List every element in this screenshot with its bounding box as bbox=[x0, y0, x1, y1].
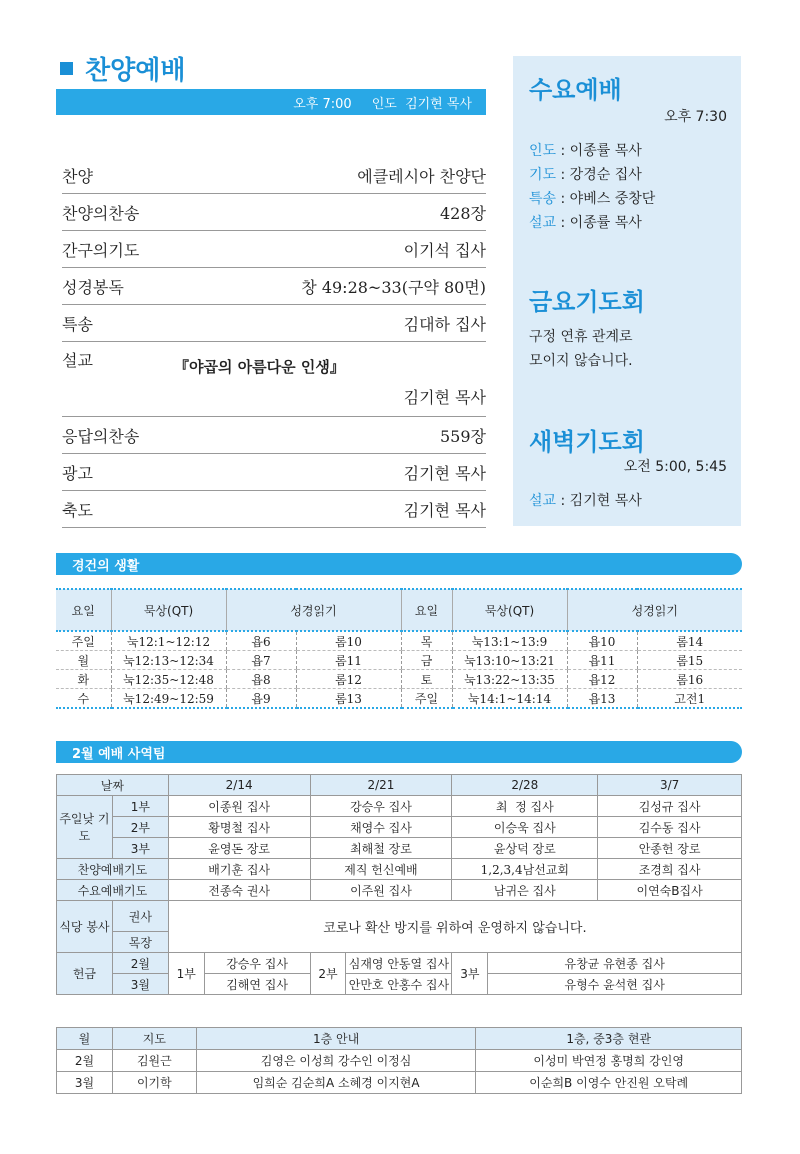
offering-row: 헌금 2월 1부 강승우 집사 2부 심재영 안동열 집사 3부 유창균 유현종 집사 bbox=[57, 953, 742, 974]
wednesday-line: 인도 : 이종률 목사 bbox=[529, 143, 642, 159]
devotion-row: 화 눅12:35~12:48 욥8 롬12 토 눅13:22~13:35 욥12 롬16 bbox=[56, 670, 742, 689]
order-row: 찬양의찬송 428장 bbox=[62, 194, 486, 231]
wednesday-time: 오후 7:30 bbox=[664, 109, 727, 125]
dawn-line: 설교 : 김기현 목사 bbox=[529, 493, 642, 509]
guide-table bbox=[56, 1027, 742, 1094]
devotion-table bbox=[56, 588, 742, 709]
prayer-row: 주일낮 기도 1부 이종원 집사 강승우 집사 최 정 집사 김성규 집사 bbox=[57, 796, 742, 817]
worship-title: 찬양예배 bbox=[60, 50, 185, 87]
prayer-row: 2부 황명철 집사 채영수 집사 이승욱 집사 김수동 집사 bbox=[57, 817, 742, 838]
wednesday-line: 특송 : 야베스 중창단 bbox=[529, 191, 656, 207]
order-row: 응답의찬송 559장 bbox=[62, 417, 486, 454]
dining-row: 목장 bbox=[57, 932, 742, 953]
offering-row: 3월 김해연 집사 안만호 안홍수 집사 유형수 윤석현 집사 bbox=[57, 974, 742, 995]
order-row: 간구의기도 이기석 집사 bbox=[62, 231, 486, 268]
guide-row: 2월 김원근 김영은 이성희 강수인 이정심 이성미 박연정 홍명희 강인영 bbox=[57, 1050, 742, 1072]
friday-title: 금요기도회 bbox=[529, 288, 645, 316]
dawn-time: 오전 5:00, 5:45 bbox=[623, 459, 727, 475]
wednesday-line: 기도 : 강경순 집사 bbox=[529, 167, 642, 183]
service-header: 2월 예배 사역팀 bbox=[56, 741, 742, 763]
order-row: 축도 김기현 목사 bbox=[62, 491, 486, 528]
friday-line: 구정 연휴 관계로 bbox=[529, 329, 633, 345]
square-bullet-icon bbox=[60, 62, 73, 75]
praise-row: 찬양예배기도 배기훈 집사 제직 헌신예배 1,2,3,4남선교회 조경희 집사 bbox=[57, 859, 742, 880]
prayer-row: 3부 윤영돈 장로 최해철 장로 윤상덕 장로 안종헌 장로 bbox=[57, 838, 742, 859]
worship-info-bar bbox=[56, 89, 486, 115]
worship-order bbox=[62, 157, 486, 528]
wed-prayer-row: 수요예배기도 전종숙 권사 이주원 집사 남귀은 집사 이연숙B집사 bbox=[57, 880, 742, 901]
wednesday-title: 수요예배 bbox=[529, 76, 622, 104]
devotion-row: 수 눅12:49~12:59 욥9 롬13 주일 눅14:1~14:14 욥13 고전1 bbox=[56, 689, 742, 709]
guide-head-row: 월 지도 1층 안내 1층, 중3층 현관 bbox=[57, 1028, 742, 1050]
devotion-row: 주일 눅12:1~12:12 욥6 롬10 목 눅13:1~13:9 욥10 롬14 bbox=[56, 631, 742, 651]
wednesday-line: 설교 : 이종률 목사 bbox=[529, 215, 642, 231]
order-row: 성경봉독 창 49:28~33(구약 80면) bbox=[62, 268, 486, 305]
guide-row: 3월 이기학 임희순 김순희A 소혜경 이지현A 이순희B 이영수 안진원 오탁례 bbox=[57, 1072, 742, 1094]
dawn-title: 새벽기도회 bbox=[529, 428, 645, 456]
friday-line: 모이지 않습니다. bbox=[529, 353, 633, 369]
order-row: 광고 김기현 목사 bbox=[62, 454, 486, 491]
service-table bbox=[56, 774, 742, 995]
worship-leader: 인도 김기현 목사 bbox=[371, 96, 472, 112]
worship-time: 오후 7:00 bbox=[293, 96, 352, 112]
service-date-row: 날짜 2/14 2/21 2/28 3/7 bbox=[57, 775, 742, 796]
dining-note: 코로나 확산 방지를 위하여 운영하지 않습니다. bbox=[168, 901, 741, 953]
devotion-header: 경건의 생활 bbox=[56, 553, 742, 575]
devotion-head-row: 요일 묵상(QT) 성경읽기 요일 묵상(QT) 성경읽기 bbox=[56, 589, 742, 631]
sermon-title: 『야곱의 아름다운 인생』 bbox=[174, 358, 345, 376]
side-panel bbox=[513, 56, 741, 526]
sermon-row: 설교 『야곱의 아름다운 인생』 김기현 목사 bbox=[62, 342, 486, 417]
order-row: 특송 김대하 집사 bbox=[62, 305, 486, 342]
dining-row: 식당 봉사 권사 코로나 확산 방지를 위하여 운영하지 않습니다. bbox=[57, 901, 742, 932]
devotion-row: 월 눅12:13~12:34 욥7 롬11 금 눅13:10~13:21 욥11 롬15 bbox=[56, 651, 742, 670]
order-row: 찬양 에클레시아 찬양단 bbox=[62, 157, 486, 194]
